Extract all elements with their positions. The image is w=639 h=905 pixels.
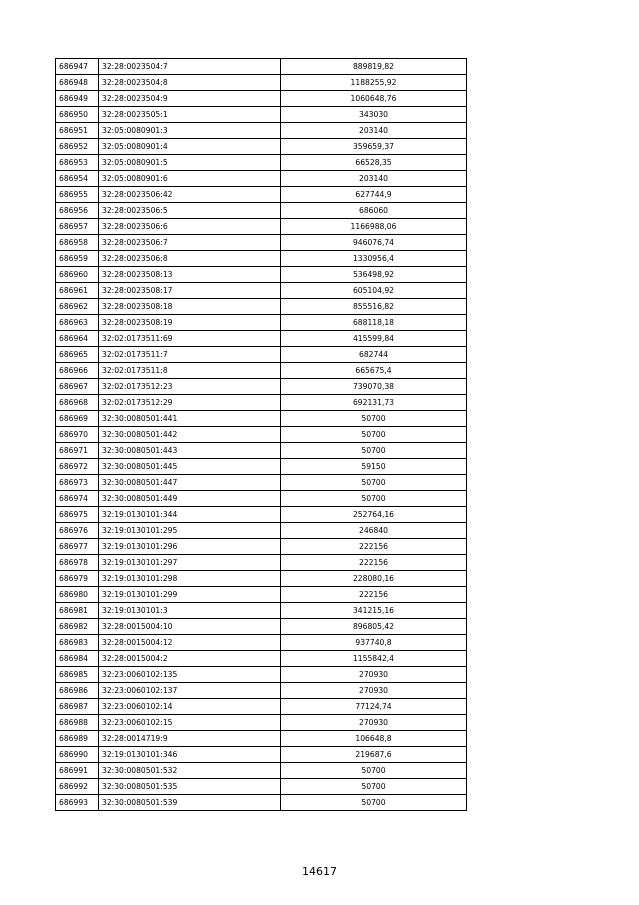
cadastral-number-cell: 32:28:0015004:2 [99,651,281,667]
cadastral-number-cell: 32:28:0023508:18 [99,299,281,315]
cadastral-number-cell: 32:23:0060102:15 [99,715,281,731]
value-cell: 605104,92 [281,283,467,299]
value-cell: 252764,16 [281,507,467,523]
row-number-cell: 686964 [56,331,99,347]
row-number-cell: 686963 [56,315,99,331]
value-cell: 50700 [281,475,467,491]
row-number-cell: 686954 [56,171,99,187]
cadastral-number-cell: 32:23:0060102:14 [99,699,281,715]
table-row [56,667,467,683]
table-row [56,475,467,491]
cadastral-number-cell: 32:30:0080501:539 [99,795,281,811]
table-row [56,507,467,523]
table-row [56,523,467,539]
value-cell: 222156 [281,587,467,603]
row-number-cell: 686978 [56,555,99,571]
row-number-cell: 686993 [56,795,99,811]
table-row [56,747,467,763]
row-number-cell: 686957 [56,219,99,235]
value-cell: 50700 [281,411,467,427]
value-cell: 937740,8 [281,635,467,651]
value-cell: 219687,6 [281,747,467,763]
value-cell: 222156 [281,555,467,571]
cadastral-number-cell: 32:28:0023504:8 [99,75,281,91]
row-number-cell: 686969 [56,411,99,427]
row-number-cell: 686977 [56,539,99,555]
cadastral-number-cell: 32:02:0173511:8 [99,363,281,379]
cadastral-number-cell: 32:30:0080501:441 [99,411,281,427]
table-row [56,411,467,427]
value-cell: 203140 [281,171,467,187]
table-row [56,139,467,155]
value-cell: 1060648,76 [281,91,467,107]
row-number-cell: 686950 [56,107,99,123]
cadastral-number-cell: 32:23:0060102:137 [99,683,281,699]
table-row [56,491,467,507]
value-cell: 359659,37 [281,139,467,155]
row-number-cell: 686988 [56,715,99,731]
table-row [56,59,467,75]
cadastral-number-cell: 32:30:0080501:532 [99,763,281,779]
row-number-cell: 686985 [56,667,99,683]
table-row [56,427,467,443]
value-cell: 536498,92 [281,267,467,283]
table-row [56,203,467,219]
cadastral-number-cell: 32:19:0130101:3 [99,603,281,619]
cadastral-number-cell: 32:05:0080901:4 [99,139,281,155]
row-number-cell: 686972 [56,459,99,475]
value-cell: 665675,4 [281,363,467,379]
row-number-cell: 686966 [56,363,99,379]
cadastral-number-cell: 32:19:0130101:296 [99,539,281,555]
cadastral-number-cell: 32:28:0023505:1 [99,107,281,123]
table-row [56,347,467,363]
value-cell: 246840 [281,523,467,539]
value-cell: 222156 [281,539,467,555]
table-row [56,363,467,379]
value-cell: 1155842,4 [281,651,467,667]
table-row [56,123,467,139]
cadastral-number-cell: 32:30:0080501:447 [99,475,281,491]
table-row [56,555,467,571]
cadastral-number-cell: 32:28:0014719:9 [99,731,281,747]
row-number-cell: 686958 [56,235,99,251]
table-row [56,171,467,187]
value-cell: 203140 [281,123,467,139]
cadastral-number-cell: 32:30:0080501:535 [99,779,281,795]
table-row [56,443,467,459]
cadastral-number-cell: 32:19:0130101:297 [99,555,281,571]
cadastral-number-cell: 32:23:0060102:135 [99,667,281,683]
table-row [56,635,467,651]
value-cell: 50700 [281,779,467,795]
row-number-cell: 686967 [56,379,99,395]
cadastral-number-cell: 32:28:0023506:8 [99,251,281,267]
cadastral-number-cell: 32:28:0023504:7 [99,59,281,75]
value-cell: 270930 [281,715,467,731]
cadastral-number-cell: 32:19:0130101:299 [99,587,281,603]
row-number-cell: 686981 [56,603,99,619]
row-number-cell: 686952 [56,139,99,155]
value-cell: 896805,42 [281,619,467,635]
value-cell: 50700 [281,763,467,779]
table-row [56,155,467,171]
table-row [56,603,467,619]
row-number-cell: 686990 [56,747,99,763]
table-body [56,59,467,811]
row-number-cell: 686992 [56,779,99,795]
row-number-cell: 686965 [56,347,99,363]
table-row [56,251,467,267]
value-cell: 1166988,06 [281,219,467,235]
table-row [56,331,467,347]
table-row [56,763,467,779]
cadastral-number-cell: 32:19:0130101:295 [99,523,281,539]
cadastral-number-cell: 32:28:0023508:13 [99,267,281,283]
row-number-cell: 686962 [56,299,99,315]
row-number-cell: 686959 [56,251,99,267]
cadastral-number-cell: 32:28:0023506:7 [99,235,281,251]
cadastral-number-cell: 32:28:0023506:6 [99,219,281,235]
row-number-cell: 686951 [56,123,99,139]
table-row [56,299,467,315]
value-cell: 889819,82 [281,59,467,75]
row-number-cell: 686980 [56,587,99,603]
table-row [56,715,467,731]
row-number-cell: 686982 [56,619,99,635]
table-row [56,267,467,283]
table-row [56,539,467,555]
value-cell: 688118,18 [281,315,467,331]
row-number-cell: 686961 [56,283,99,299]
cadastral-number-cell: 32:05:0080901:3 [99,123,281,139]
cadastral-number-cell: 32:28:0015004:12 [99,635,281,651]
cadastral-number-cell: 32:30:0080501:449 [99,491,281,507]
table-row [56,795,467,811]
row-number-cell: 686974 [56,491,99,507]
table-row [56,91,467,107]
row-number-cell: 686948 [56,75,99,91]
value-cell: 739070,38 [281,379,467,395]
row-number-cell: 686986 [56,683,99,699]
table-row [56,219,467,235]
row-number-cell: 686984 [56,651,99,667]
value-cell: 50700 [281,443,467,459]
row-number-cell: 686983 [56,635,99,651]
table-row [56,619,467,635]
value-cell: 341215,16 [281,603,467,619]
cadastral-number-cell: 32:19:0130101:298 [99,571,281,587]
cadastral-number-cell: 32:05:0080901:5 [99,155,281,171]
cadastral-number-cell: 32:30:0080501:442 [99,427,281,443]
cadastral-number-cell: 32:28:0023508:19 [99,315,281,331]
row-number-cell: 686989 [56,731,99,747]
row-number-cell: 686971 [56,443,99,459]
table-row [56,283,467,299]
table-row [56,731,467,747]
cadastral-number-cell: 32:28:0023506:5 [99,203,281,219]
cadastral-number-cell: 32:30:0080501:443 [99,443,281,459]
row-number-cell: 686955 [56,187,99,203]
cadastral-number-cell: 32:28:0023504:9 [99,91,281,107]
value-cell: 682744 [281,347,467,363]
row-number-cell: 686947 [56,59,99,75]
value-cell: 50700 [281,427,467,443]
value-cell: 66528,35 [281,155,467,171]
cadastral-number-cell: 32:02:0173511:69 [99,331,281,347]
value-cell: 77124,74 [281,699,467,715]
value-cell: 686060 [281,203,467,219]
value-cell: 1188255,92 [281,75,467,91]
value-cell: 106648,8 [281,731,467,747]
cadastral-number-cell: 32:28:0023506:42 [99,187,281,203]
table-row [56,187,467,203]
value-cell: 270930 [281,683,467,699]
value-cell: 343030 [281,107,467,123]
value-cell: 228080,16 [281,571,467,587]
row-number-cell: 686970 [56,427,99,443]
row-number-cell: 686987 [56,699,99,715]
cadastral-number-cell: 32:02:0173512:23 [99,379,281,395]
row-number-cell: 686975 [56,507,99,523]
row-number-cell: 686949 [56,91,99,107]
table-row [56,379,467,395]
table-row [56,779,467,795]
cadastral-number-cell: 32:30:0080501:445 [99,459,281,475]
row-number-cell: 686979 [56,571,99,587]
row-number-cell: 686968 [56,395,99,411]
table-row [56,587,467,603]
page-number: 14617 [302,865,337,878]
row-number-cell: 686991 [56,763,99,779]
cadastral-number-cell: 32:19:0130101:346 [99,747,281,763]
table-row [56,395,467,411]
row-number-cell: 686973 [56,475,99,491]
row-number-cell: 686956 [56,203,99,219]
cadastral-number-cell: 32:19:0130101:344 [99,507,281,523]
value-cell: 627744,9 [281,187,467,203]
cadastral-number-cell: 32:02:0173512:29 [99,395,281,411]
table-row [56,571,467,587]
cadastral-number-cell: 32:05:0080901:6 [99,171,281,187]
row-number-cell: 686976 [56,523,99,539]
cadastral-number-cell: 32:02:0173511:7 [99,347,281,363]
table-row [56,459,467,475]
table-row [56,651,467,667]
table-row [56,75,467,91]
row-number-cell: 686953 [56,155,99,171]
table-row [56,107,467,123]
table-row [56,699,467,715]
cadastral-number-cell: 32:28:0015004:10 [99,619,281,635]
value-cell: 50700 [281,795,467,811]
value-cell: 270930 [281,667,467,683]
value-cell: 415599,84 [281,331,467,347]
value-cell: 59150 [281,459,467,475]
value-cell: 1330956,4 [281,251,467,267]
cadastral-value-table [55,58,467,811]
value-cell: 692131,73 [281,395,467,411]
value-cell: 946076,74 [281,235,467,251]
value-cell: 855516,82 [281,299,467,315]
row-number-cell: 686960 [56,267,99,283]
table-row [56,315,467,331]
value-cell: 50700 [281,491,467,507]
table-row [56,235,467,251]
cadastral-number-cell: 32:28:0023508:17 [99,283,281,299]
table-row [56,683,467,699]
